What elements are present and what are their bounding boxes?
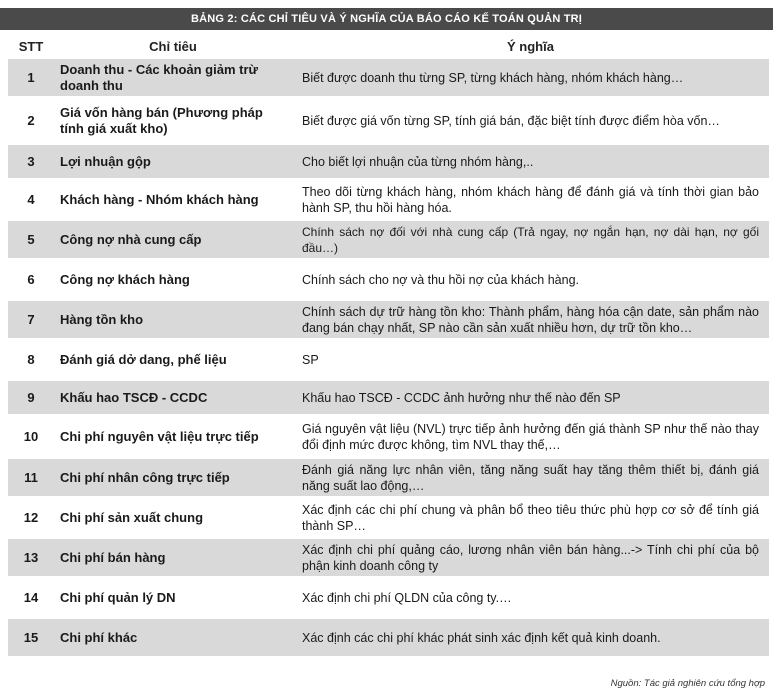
table-row <box>8 459 769 499</box>
table-row <box>8 539 769 579</box>
row-y-nghia: Giá nguyên vật liệu (NVL) trực tiếp ảnh hưởng đến giá thành SP như thế nào thay đổi định mức được không, tìm NVL thay thế,… <box>292 417 769 459</box>
row-chi-tieu: Đánh giá dở dang, phế liệu <box>54 341 292 381</box>
row-chi-tieu: Chi phí bán hàng <box>54 539 292 579</box>
header-chi-tieu: Chỉ tiêu <box>54 33 292 59</box>
row-chi-tieu: Chi phí nhân công trực tiếp <box>54 459 292 499</box>
row-y-nghia: Khấu hao TSCĐ - CCDC ảnh hưởng như thế nào đến SP <box>292 381 769 417</box>
source-note: Nguồn: Tác giả nghiên cứu tổng hợp <box>610 678 765 689</box>
row-y-nghia: Cho biết lợi nhuận của từng nhóm hàng,.. <box>292 145 769 181</box>
row-y-nghia: Chính sách cho nợ và thu hồi nợ của khách hàng. <box>292 261 769 301</box>
table-row <box>8 499 769 539</box>
row-y-nghia: SP <box>292 341 769 381</box>
row-y-nghia: Xác định chi phí QLDN của công ty.… <box>292 579 769 619</box>
row-chi-tieu: Chi phí sản xuất chung <box>54 499 292 539</box>
table-body <box>8 59 769 659</box>
row-chi-tieu: Hàng tồn kho <box>54 301 292 341</box>
header-stt: STT <box>8 33 54 59</box>
row-chi-tieu: Giá vốn hàng bán (Phương pháp tính giá xuất kho) <box>54 99 292 145</box>
row-chi-tieu: Chi phí nguyên vật liệu trực tiếp <box>54 417 292 459</box>
row-stt: 15 <box>8 619 54 659</box>
table-row <box>8 341 769 381</box>
row-y-nghia: Biết được doanh thu từng SP, từng khách hàng, nhóm khách hàng… <box>292 59 769 99</box>
row-y-nghia: Xác định các chi phí chung và phân bổ theo tiêu thức phù hợp cơ sở để tính giá thành SP… <box>292 499 769 539</box>
indicators-table <box>8 33 769 659</box>
table-row <box>8 221 769 261</box>
row-stt: 14 <box>8 579 54 619</box>
row-y-nghia: Chính sách dự trữ hàng tồn kho: Thành phẩm, hàng hóa cận date, sản phẩm nào đang bán chạy nhất, SP nào cần sản xuất nhiều hơn, dự trữ tồn kho… <box>292 301 769 341</box>
row-chi-tieu: Chi phí quản lý DN <box>54 579 292 619</box>
table-row <box>8 145 769 181</box>
table-row <box>8 579 769 619</box>
row-stt: 8 <box>8 341 54 381</box>
row-stt: 11 <box>8 459 54 499</box>
row-stt: 1 <box>8 59 54 99</box>
table-row <box>8 619 769 659</box>
row-chi-tieu: Công nợ khách hàng <box>54 261 292 301</box>
table-title: BẢNG 2: CÁC CHỈ TIÊU VÀ Ý NGHĨA CỦA BÁO CÁO KẾ TOÁN QUẢN TRỊ <box>0 8 773 30</box>
header-row <box>8 33 769 59</box>
row-stt: 2 <box>8 99 54 145</box>
row-y-nghia: Biết được giá vốn từng SP, tính giá bán, đặc biệt tính được điểm hòa vốn… <box>292 99 769 145</box>
row-stt: 10 <box>8 417 54 459</box>
row-y-nghia: Theo dõi từng khách hàng, nhóm khách hàng để đánh giá và tính thời gian bảo hành SP, thu hồi hàng hóa. <box>292 181 769 221</box>
table-row <box>8 381 769 417</box>
table-row <box>8 301 769 341</box>
header-y-nghia: Ý nghĩa <box>292 33 769 59</box>
table-row <box>8 59 769 99</box>
row-y-nghia: Đánh giá năng lực nhân viên, tăng năng suất hay tăng thêm thiết bị, đánh giá năng suất lao động,… <box>292 459 769 499</box>
row-y-nghia: Xác định chi phí quảng cáo, lương nhân viên bán hàng...-> Tính chi phí của bộ phận kinh doanh công ty <box>292 539 769 579</box>
row-stt: 5 <box>8 221 54 261</box>
row-stt: 13 <box>8 539 54 579</box>
table-row <box>8 99 769 145</box>
table-row <box>8 261 769 301</box>
row-stt: 4 <box>8 181 54 221</box>
table-row <box>8 417 769 459</box>
row-chi-tieu: Công nợ nhà cung cấp <box>54 221 292 261</box>
row-chi-tieu: Doanh thu - Các khoản giảm trừ doanh thu <box>54 59 292 99</box>
row-stt: 9 <box>8 381 54 417</box>
row-stt: 3 <box>8 145 54 181</box>
row-stt: 6 <box>8 261 54 301</box>
row-y-nghia: Xác định các chi phí khác phát sinh xác định kết quả kinh doanh. <box>292 619 769 659</box>
row-chi-tieu: Khách hàng - Nhóm khách hàng <box>54 181 292 221</box>
row-chi-tieu: Lợi nhuận gộp <box>54 145 292 181</box>
row-chi-tieu: Khấu hao TSCĐ - CCDC <box>54 381 292 417</box>
row-y-nghia: Chính sách nợ đối với nhà cung cấp (Trả ngay, nợ ngắn hạn, nợ dài hạn, nợ gối đầu…) <box>292 221 769 261</box>
row-chi-tieu: Chi phí khác <box>54 619 292 659</box>
row-stt: 7 <box>8 301 54 341</box>
row-stt: 12 <box>8 499 54 539</box>
table-row <box>8 181 769 221</box>
